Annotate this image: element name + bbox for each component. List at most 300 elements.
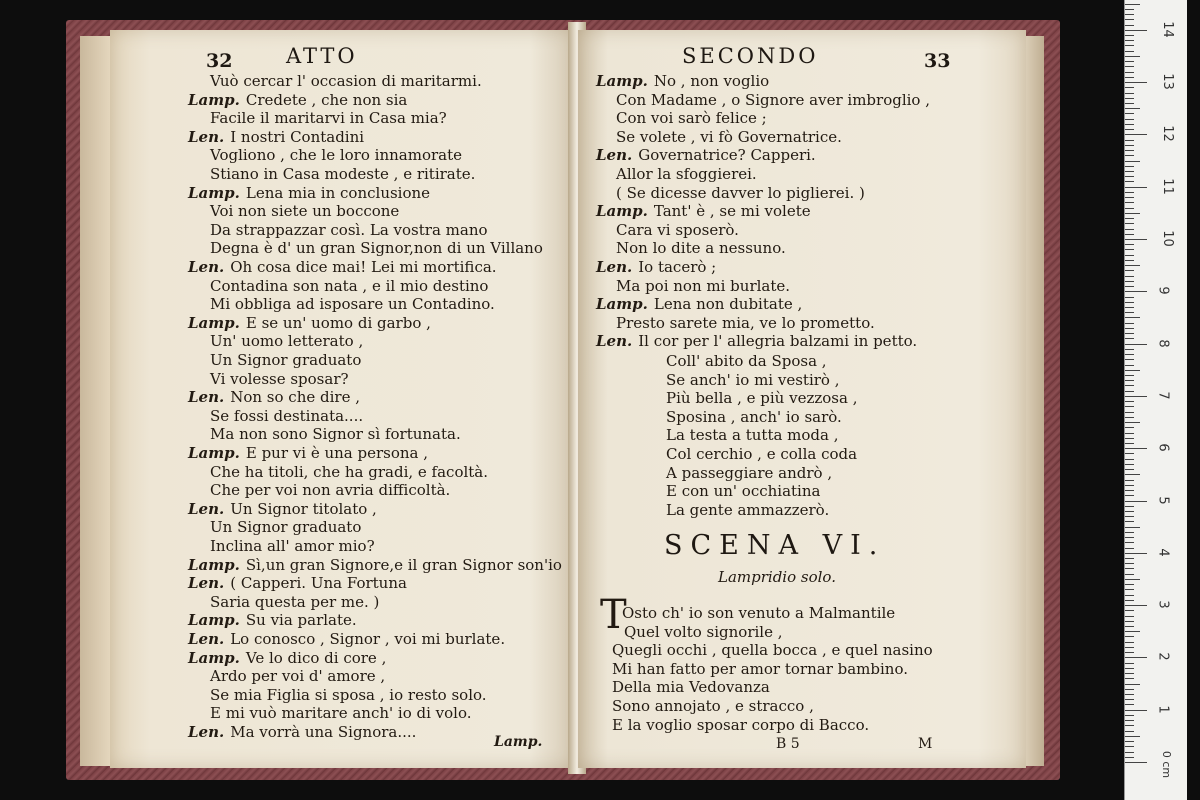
line-text: Un Signor graduato bbox=[210, 518, 362, 537]
text-line bbox=[210, 221, 488, 239]
text-line bbox=[210, 518, 361, 536]
text-line bbox=[210, 370, 349, 388]
ruler-tick bbox=[1125, 150, 1134, 151]
ruler-tick bbox=[1125, 291, 1147, 292]
ruler-tick bbox=[1125, 197, 1134, 198]
line-text: Un' uomo letterato , bbox=[210, 332, 364, 351]
line-text: Lo conosco , Signor , voi mi burlate. bbox=[230, 630, 506, 648]
ruler-number: 5 bbox=[1155, 495, 1171, 505]
ruler-tick bbox=[1125, 647, 1134, 648]
speaker-label: Lamp. bbox=[188, 90, 240, 109]
ruler-tick bbox=[1125, 506, 1134, 507]
text-line bbox=[210, 332, 363, 350]
line-text: Ma non sono Signor sì fortunata. bbox=[210, 425, 461, 444]
ruler-tick bbox=[1125, 260, 1134, 261]
ruler-tick bbox=[1125, 589, 1134, 590]
line-text: Ve lo dico di core , bbox=[245, 648, 387, 667]
text-line bbox=[210, 704, 472, 722]
ruler-tick bbox=[1125, 678, 1134, 679]
line-text: Mi obbliga ad isposare un Contadino. bbox=[210, 295, 495, 314]
speaker-label: Lamp. bbox=[596, 295, 648, 314]
line-text: Inclina all' amor mio? bbox=[210, 537, 375, 555]
ruler-unit-label: 0 cm bbox=[1160, 750, 1174, 779]
ruler-tick bbox=[1125, 113, 1134, 114]
text-line: Osto ch' io son venuto a Malmantile bbox=[622, 604, 896, 622]
text-line bbox=[210, 351, 361, 369]
ruler-tick bbox=[1125, 129, 1134, 130]
ruler-tick bbox=[1125, 297, 1134, 298]
ruler-tick bbox=[1125, 302, 1134, 303]
text-line: Col cerchio , e colla coda bbox=[666, 445, 858, 463]
speaker-label: Len. bbox=[188, 499, 225, 518]
ruler-number: 14 bbox=[1159, 21, 1175, 38]
ruler-tick bbox=[1125, 527, 1140, 528]
ruler-tick bbox=[1125, 568, 1134, 569]
ruler-tick bbox=[1125, 762, 1147, 763]
catchword: Lamp. bbox=[494, 734, 543, 750]
ruler-tick bbox=[1125, 249, 1134, 250]
ruler-tick bbox=[1125, 595, 1134, 596]
line-text: E pur vi è una persona , bbox=[245, 444, 429, 462]
ruler-tick bbox=[1125, 459, 1134, 460]
ruler-tick bbox=[1125, 161, 1140, 162]
text-line bbox=[210, 537, 375, 555]
line-text: Io tacerò ; bbox=[638, 258, 717, 276]
ruler-number: 11 bbox=[1159, 177, 1175, 195]
ruler-number: 6 bbox=[1155, 443, 1171, 452]
ruler-tick bbox=[1125, 443, 1134, 444]
text-line bbox=[188, 574, 407, 592]
line-text: Se volete , vi fò Governatrice. bbox=[616, 127, 842, 146]
line-text: Con Madame , o Signore aver imbroglio , bbox=[616, 90, 930, 109]
ruler-tick bbox=[1125, 579, 1140, 580]
text-line bbox=[188, 630, 505, 648]
ruler-tick bbox=[1125, 537, 1134, 538]
text-line bbox=[210, 109, 447, 127]
ruler-tick bbox=[1125, 40, 1134, 41]
line-text: Contadina son nata , e il mio destino bbox=[210, 276, 489, 295]
line-text: Se mia Figlia si sposa , io resto solo. bbox=[210, 685, 487, 704]
line-text: Tant' è , se mi volete bbox=[653, 202, 811, 221]
ruler-tick bbox=[1125, 704, 1134, 705]
ruler-tick bbox=[1125, 453, 1134, 454]
text-line bbox=[596, 295, 802, 313]
speaker-label: Len. bbox=[596, 332, 633, 351]
ruler-tick bbox=[1125, 145, 1134, 146]
text-line: La testa a tutta moda , bbox=[666, 426, 839, 445]
ruler-tick bbox=[1125, 490, 1134, 491]
line-text: Non so che dire , bbox=[230, 388, 360, 407]
ruler-tick bbox=[1125, 218, 1134, 219]
ruler-tick bbox=[1125, 485, 1134, 486]
line-text: Un Signor graduato bbox=[210, 351, 362, 369]
text-line bbox=[210, 146, 462, 164]
ruler-tick bbox=[1125, 9, 1134, 10]
speaker-label: Len. bbox=[188, 723, 225, 741]
ruler-tick bbox=[1125, 605, 1147, 606]
ruler-tick bbox=[1125, 19, 1134, 20]
speaker-label: Lamp. bbox=[188, 611, 240, 630]
ruler-tick bbox=[1125, 673, 1134, 674]
ruler-tick bbox=[1125, 631, 1140, 632]
ruler-tick bbox=[1125, 276, 1134, 277]
text-line: Coll' abito da Sposa , bbox=[666, 352, 827, 370]
line-text: Su via parlate. bbox=[245, 611, 357, 630]
speaker-label: Len. bbox=[188, 127, 225, 146]
ruler-tick bbox=[1125, 448, 1147, 449]
text-line bbox=[616, 221, 739, 239]
ruler-tick bbox=[1125, 668, 1134, 669]
text-line bbox=[188, 314, 431, 332]
line-text: Non lo dite a nessuno. bbox=[616, 239, 786, 258]
ruler-tick bbox=[1125, 412, 1134, 413]
catchword: M bbox=[918, 736, 933, 752]
speaker-label: Lamp. bbox=[188, 313, 240, 332]
page-number: 32 bbox=[206, 50, 233, 72]
text-line bbox=[616, 128, 842, 146]
line-text: Che per voi non avria difficoltà. bbox=[210, 481, 451, 500]
ruler-tick bbox=[1125, 616, 1134, 617]
ruler-tick bbox=[1125, 4, 1140, 5]
text-line bbox=[210, 277, 488, 295]
line-text: Oh cosa dice mai! Lei mi mortifica. bbox=[230, 258, 497, 276]
ruler-tick bbox=[1125, 61, 1134, 62]
right-page bbox=[578, 30, 1026, 768]
ruler-tick bbox=[1125, 663, 1134, 664]
text-line bbox=[210, 481, 450, 499]
ruler-tick bbox=[1125, 741, 1134, 742]
text-line bbox=[616, 109, 767, 127]
ruler-tick bbox=[1125, 401, 1134, 402]
ruler-tick bbox=[1125, 542, 1134, 543]
line-text: No , non voglio bbox=[653, 72, 770, 90]
ruler-tick bbox=[1125, 715, 1134, 716]
ruler-tick bbox=[1125, 45, 1134, 46]
speaker-label: Lamp. bbox=[188, 555, 240, 574]
ruler-tick bbox=[1125, 255, 1134, 256]
ruler-number: 4 bbox=[1155, 548, 1171, 557]
ruler-number: 10 bbox=[1159, 230, 1175, 247]
line-text: Credete , che non sia bbox=[245, 90, 408, 109]
ruler-tick bbox=[1125, 652, 1134, 653]
ruler-tick bbox=[1125, 281, 1134, 282]
ruler-tick bbox=[1125, 354, 1134, 355]
ruler-tick bbox=[1125, 317, 1140, 318]
ruler-tick bbox=[1125, 323, 1134, 324]
ruler-tick bbox=[1125, 286, 1134, 287]
ruler-tick bbox=[1125, 234, 1134, 235]
text-line bbox=[616, 91, 930, 109]
speaker-label: Lamp. bbox=[596, 202, 648, 221]
line-text: Un Signor titolato , bbox=[230, 499, 377, 518]
line-text: Stiano in Casa modeste , e ritirate. bbox=[210, 165, 476, 183]
text-line: Più bella , e più vezzosa , bbox=[666, 389, 858, 408]
ruler-tick bbox=[1125, 98, 1134, 99]
line-text: Che ha titoli, che ha gradi, e facoltà. bbox=[210, 462, 489, 481]
scene-title: SCENA VI. bbox=[664, 530, 886, 561]
line-text: Degna è d' un gran Signor,non di un Villano bbox=[210, 239, 543, 258]
ruler-tick bbox=[1125, 223, 1134, 224]
line-text: Se fossi destinata.... bbox=[210, 406, 364, 425]
ruler-tick bbox=[1125, 380, 1134, 381]
scene-subtitle: Lampridio solo. bbox=[718, 568, 836, 586]
line-text: Cara vi sposerò. bbox=[616, 220, 739, 239]
ruler-number: 1 bbox=[1155, 705, 1171, 714]
ruler-tick bbox=[1125, 344, 1147, 345]
ruler-tick bbox=[1125, 725, 1134, 726]
ruler-tick bbox=[1125, 422, 1140, 423]
line-text: E mi vuò maritare anch' io di volo. bbox=[210, 704, 472, 723]
ruler-tick bbox=[1125, 14, 1134, 15]
left-page bbox=[110, 30, 576, 768]
ruler-tick bbox=[1125, 176, 1134, 177]
ruler-tick bbox=[1125, 464, 1134, 465]
text-line bbox=[616, 277, 790, 295]
text-line bbox=[188, 556, 562, 574]
ruler-tick bbox=[1125, 521, 1134, 522]
ruler-tick bbox=[1125, 229, 1134, 230]
text-line bbox=[188, 258, 497, 276]
ruler-tick bbox=[1125, 140, 1134, 141]
ruler-tick bbox=[1125, 187, 1147, 188]
line-text: ( Se dicesse davver lo piglierei. ) bbox=[616, 183, 865, 202]
ruler-tick bbox=[1125, 396, 1147, 397]
line-text: Facile il maritarvi in Casa mia? bbox=[210, 109, 447, 128]
ruler-tick bbox=[1125, 532, 1134, 533]
text-line bbox=[210, 463, 488, 481]
text-line: A passeggiare andrò , bbox=[666, 463, 833, 482]
ruler-tick bbox=[1125, 406, 1134, 407]
text-line: E la voglio sposar corpo di Bacco. bbox=[612, 715, 870, 734]
speaker-label: Len. bbox=[188, 388, 225, 407]
line-text: Lena mia in conclusione bbox=[245, 183, 431, 202]
drop-cap: T bbox=[600, 592, 627, 638]
ruler-tick bbox=[1125, 239, 1147, 240]
line-text: Vuò cercar l' occasion di maritarmi. bbox=[210, 72, 482, 90]
ruler-tick bbox=[1125, 328, 1134, 329]
speaker-label: Lamp. bbox=[596, 72, 648, 90]
text-line bbox=[616, 184, 865, 202]
line-text: Sì,un gran Signore,e il gran Signor son'io bbox=[245, 555, 562, 574]
text-line bbox=[188, 649, 386, 667]
ruler-tick bbox=[1125, 385, 1134, 386]
speaker-label: Len. bbox=[188, 258, 225, 276]
text-line bbox=[210, 72, 482, 90]
text-line: Sono annojato , e stracco , bbox=[612, 697, 814, 715]
ruler-tick bbox=[1125, 192, 1134, 193]
measurement-ruler bbox=[1124, 0, 1187, 800]
ruler-tick bbox=[1125, 516, 1134, 517]
ruler-tick bbox=[1125, 56, 1140, 57]
text-line: Della mia Vedovanza bbox=[612, 678, 770, 697]
text-line bbox=[616, 165, 757, 183]
ruler-tick bbox=[1125, 359, 1134, 360]
ruler-tick bbox=[1125, 25, 1134, 26]
text-line bbox=[188, 723, 416, 741]
ruler-tick bbox=[1125, 333, 1134, 334]
text-line: E con un' occhiatina bbox=[666, 482, 821, 501]
ruler-tick bbox=[1125, 66, 1134, 67]
ruler-tick bbox=[1125, 720, 1134, 721]
ruler-tick bbox=[1125, 202, 1134, 203]
text-line: Sposina , anch' io sarò. bbox=[666, 407, 842, 426]
ruler-tick bbox=[1125, 558, 1134, 559]
text-line bbox=[188, 128, 364, 146]
line-text: ( Capperi. Una Fortuna bbox=[230, 574, 407, 593]
text-line bbox=[596, 258, 716, 276]
ruler-tick bbox=[1125, 689, 1134, 690]
text-line bbox=[596, 146, 816, 164]
ruler-tick bbox=[1125, 511, 1134, 512]
ruler-tick bbox=[1125, 438, 1134, 439]
ruler-tick bbox=[1125, 710, 1147, 711]
text-line bbox=[188, 500, 377, 518]
text-line bbox=[596, 332, 917, 350]
ruler-tick bbox=[1125, 495, 1134, 496]
ruler-tick bbox=[1125, 480, 1134, 481]
ruler-tick bbox=[1125, 82, 1147, 83]
speaker-label: Lamp. bbox=[188, 648, 240, 667]
ruler-tick bbox=[1125, 72, 1134, 73]
page-number: 33 bbox=[924, 50, 951, 72]
text-line bbox=[188, 184, 430, 202]
running-header: SECONDO bbox=[682, 44, 819, 68]
line-text: I nostri Contadini bbox=[230, 127, 365, 146]
speaker-label: Lamp. bbox=[188, 183, 240, 202]
ruler-tick bbox=[1125, 621, 1134, 622]
line-text: Da strappazzar così. La vostra mano bbox=[210, 220, 488, 239]
ruler-tick bbox=[1125, 30, 1147, 31]
text-line: Quel volto signorile , bbox=[624, 622, 783, 641]
line-text: Ardo per voi d' amore , bbox=[210, 667, 386, 686]
line-text: Allor la sfoggierei. bbox=[616, 165, 757, 183]
line-text: Governatrice? Capperi. bbox=[638, 146, 816, 165]
ruler-tick bbox=[1125, 636, 1134, 637]
ruler-number: 12 bbox=[1159, 125, 1175, 143]
text-line bbox=[210, 667, 385, 685]
line-text: Voi non siete un boccone bbox=[210, 202, 400, 221]
text-line bbox=[210, 165, 475, 183]
speaker-label: Len. bbox=[188, 574, 225, 593]
ruler-tick bbox=[1125, 694, 1134, 695]
ruler-tick bbox=[1125, 427, 1134, 428]
text-line: La gente ammazzerò. bbox=[666, 500, 830, 519]
speaker-label: Lamp. bbox=[188, 444, 240, 462]
ruler-tick bbox=[1125, 270, 1134, 271]
ruler-tick bbox=[1125, 731, 1134, 732]
text-line bbox=[616, 314, 875, 332]
line-text: Con voi sarò felice ; bbox=[616, 109, 767, 128]
ruler-tick bbox=[1125, 553, 1147, 554]
running-header: ATTO bbox=[286, 44, 358, 68]
ruler-tick bbox=[1125, 610, 1134, 611]
text-line bbox=[210, 295, 495, 313]
text-line: Se anch' io mi vestirò , bbox=[666, 370, 840, 389]
line-text: Lena non dubitate , bbox=[653, 295, 803, 314]
ruler-tick bbox=[1125, 626, 1134, 627]
text-line bbox=[596, 202, 811, 220]
text-line bbox=[616, 239, 786, 257]
text-line bbox=[188, 611, 357, 629]
ruler-tick bbox=[1125, 124, 1134, 125]
ruler-tick bbox=[1125, 746, 1134, 747]
ruler-tick bbox=[1125, 501, 1147, 502]
speaker-label: Len. bbox=[596, 258, 633, 276]
ruler-tick bbox=[1125, 134, 1147, 135]
ruler-tick bbox=[1125, 77, 1134, 78]
ruler-tick bbox=[1125, 103, 1134, 104]
line-text: Vi volesse sposar? bbox=[210, 369, 349, 388]
ruler-tick bbox=[1125, 155, 1134, 156]
line-text: E se un' uomo di garbo , bbox=[245, 313, 431, 332]
line-text: Ma vorrà una Signora.... bbox=[230, 723, 417, 741]
ruler-tick bbox=[1125, 642, 1134, 643]
ruler-tick bbox=[1125, 757, 1134, 758]
ruler-tick bbox=[1125, 166, 1134, 167]
ruler-number: 13 bbox=[1159, 73, 1175, 90]
ruler-tick bbox=[1125, 375, 1134, 376]
ruler-tick bbox=[1125, 108, 1140, 109]
ruler-tick bbox=[1125, 208, 1134, 209]
text-line: Quegli occhi , quella bocca , e quel nasino bbox=[612, 641, 933, 660]
ruler-tick bbox=[1125, 365, 1134, 366]
ruler-tick bbox=[1125, 244, 1134, 245]
ruler-tick bbox=[1125, 265, 1140, 266]
ruler-number: 3 bbox=[1155, 600, 1171, 609]
ruler-number: 8 bbox=[1155, 338, 1171, 348]
text-line bbox=[596, 72, 769, 90]
ruler-tick bbox=[1125, 307, 1134, 308]
line-text: Il cor per l' allegria balzami in petto. bbox=[638, 332, 918, 351]
ruler-tick bbox=[1125, 752, 1134, 753]
signature-mark: B 5 bbox=[776, 736, 800, 752]
text-line bbox=[188, 91, 407, 109]
line-text: Ma poi non mi burlate. bbox=[616, 276, 791, 295]
ruler-tick bbox=[1125, 171, 1134, 172]
line-text: Saria questa per me. ) bbox=[210, 592, 380, 611]
ruler-tick bbox=[1125, 736, 1140, 737]
ruler-number: 9 bbox=[1155, 286, 1171, 295]
ruler-tick bbox=[1125, 584, 1134, 585]
ruler-tick bbox=[1125, 87, 1134, 88]
ruler-tick bbox=[1125, 349, 1134, 350]
text-line bbox=[210, 425, 461, 443]
text-line bbox=[210, 202, 399, 220]
ruler-tick bbox=[1125, 600, 1134, 601]
ruler-tick bbox=[1125, 548, 1134, 549]
ruler-tick bbox=[1125, 563, 1134, 564]
line-text: Vogliono , che le loro innamorate bbox=[210, 146, 462, 165]
ruler-tick bbox=[1125, 93, 1134, 94]
ruler-tick bbox=[1125, 684, 1140, 685]
ruler-tick bbox=[1125, 312, 1134, 313]
ruler-number: 7 bbox=[1155, 391, 1171, 400]
text-line bbox=[188, 444, 428, 462]
ruler-tick bbox=[1125, 417, 1134, 418]
speaker-label: Len. bbox=[188, 630, 225, 648]
text-line bbox=[210, 686, 487, 704]
ruler-tick bbox=[1125, 35, 1134, 36]
ruler-tick bbox=[1125, 338, 1134, 339]
ruler-tick bbox=[1125, 657, 1147, 658]
ruler-tick bbox=[1125, 433, 1134, 434]
ruler-tick bbox=[1125, 699, 1134, 700]
ruler-tick bbox=[1125, 474, 1140, 475]
text-line bbox=[210, 407, 363, 425]
text-line bbox=[188, 388, 360, 406]
ruler-tick bbox=[1125, 51, 1134, 52]
text-line bbox=[210, 593, 379, 611]
